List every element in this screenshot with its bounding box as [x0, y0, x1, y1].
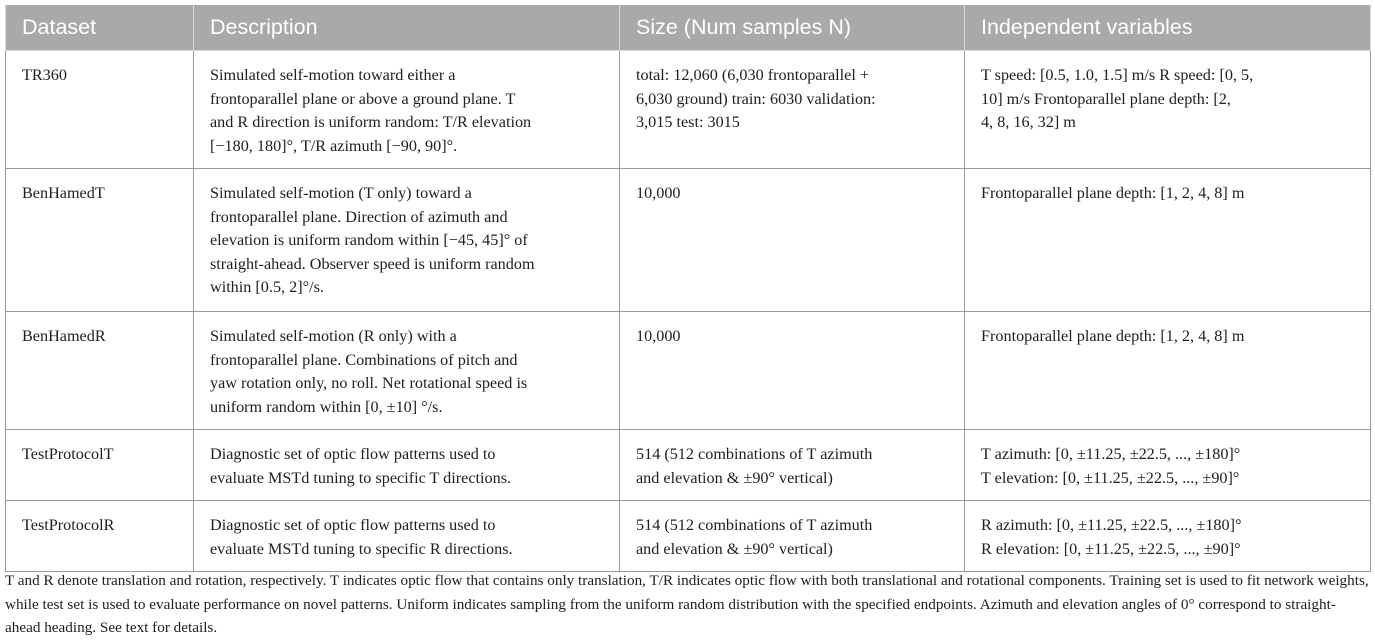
table-row: [6, 169, 1371, 312]
cell-dataset: TestProtocolT: [6, 430, 194, 501]
header-size: Size (Num samples N): [620, 5, 965, 51]
cell-size: 10,000: [620, 169, 965, 312]
cell-size: 514 (512 combinations of T azimuth and elevation & ±90° vertical): [620, 501, 965, 572]
cell-dataset: TR360: [6, 51, 194, 169]
header-independent-variables: Independent variables: [965, 5, 1371, 51]
cell-variables: Frontoparallel plane depth: [1, 2, 4, 8] m: [965, 169, 1371, 312]
cell-size: total: 12,060 (6,030 frontoparallel + 6,030 ground) train: 6030 validation: 3,015 test: 3015: [620, 51, 965, 169]
cell-variables: T azimuth: [0, ±11.25, ±22.5, ..., ±180]° T elevation: [0, ±11.25, ±22.5, ..., ±90]°: [965, 430, 1371, 501]
cell-dataset: BenHamedT: [6, 169, 194, 312]
cell-dataset: TestProtocolR: [6, 501, 194, 572]
cell-description: Diagnostic set of optic flow patterns used to evaluate MSTd tuning to specific T directions.: [194, 430, 620, 501]
cell-description: Diagnostic set of optic flow patterns used to evaluate MSTd tuning to specific R directions.: [194, 501, 620, 572]
datasets-table: [5, 5, 1371, 572]
cell-description: Simulated self-motion (T only) toward a frontoparallel plane. Direction of azimuth and elevation is uniform random within [−45, 45]° of straight-ahead. Observer speed is uniform random within [0.5, 2]°/s.: [194, 169, 620, 312]
cell-variables: Frontoparallel plane depth: [1, 2, 4, 8] m: [965, 312, 1371, 430]
cell-description: Simulated self-motion (R only) with a frontoparallel plane. Combinations of pitch and yaw rotation only, no roll. Net rotational speed is uniform random within [0, ±10] °/s.: [194, 312, 620, 430]
cell-variables: T speed: [0.5, 1.0, 1.5] m/s R speed: [0, 5, 10] m/s Frontoparallel plane depth: [2, 4, 8, 16, 32] m: [965, 51, 1371, 169]
table-footnote: T and R denote translation and rotation, respectively. T indicates optic flow that contains only translation, T/R indicates optic flow with both translational and rotational components. Training set is used to fit network weights, while test set is used to evaluate performance on novel patterns. Uniform indicates sampling from the uniform random distribution with the specified endpoints. Azimuth and elevation angles of 0° correspond to straight-ahead heading. See text for details.: [5, 572, 1369, 636]
cell-size: 10,000: [620, 312, 965, 430]
table-row: [6, 51, 1371, 169]
cell-variables: R azimuth: [0, ±11.25, ±22.5, ..., ±180]° R elevation: [0, ±11.25, ±22.5, ..., ±90]°: [965, 501, 1371, 572]
table-row: [6, 430, 1371, 501]
header-dataset: Dataset: [6, 5, 194, 51]
cell-dataset: BenHamedR: [6, 312, 194, 430]
table-header-row: [6, 5, 1371, 51]
header-description: Description: [194, 5, 620, 51]
table-row: [6, 501, 1371, 572]
cell-description: Simulated self-motion toward either a frontoparallel plane or above a ground plane. T and R direction is uniform random: T/R elevation [−180, 180]°, T/R azimuth [−90, 90]°.: [194, 51, 620, 169]
table-row: [6, 312, 1371, 430]
cell-size: 514 (512 combinations of T azimuth and elevation & ±90° vertical): [620, 430, 965, 501]
dataset-table-container: [5, 5, 1370, 572]
